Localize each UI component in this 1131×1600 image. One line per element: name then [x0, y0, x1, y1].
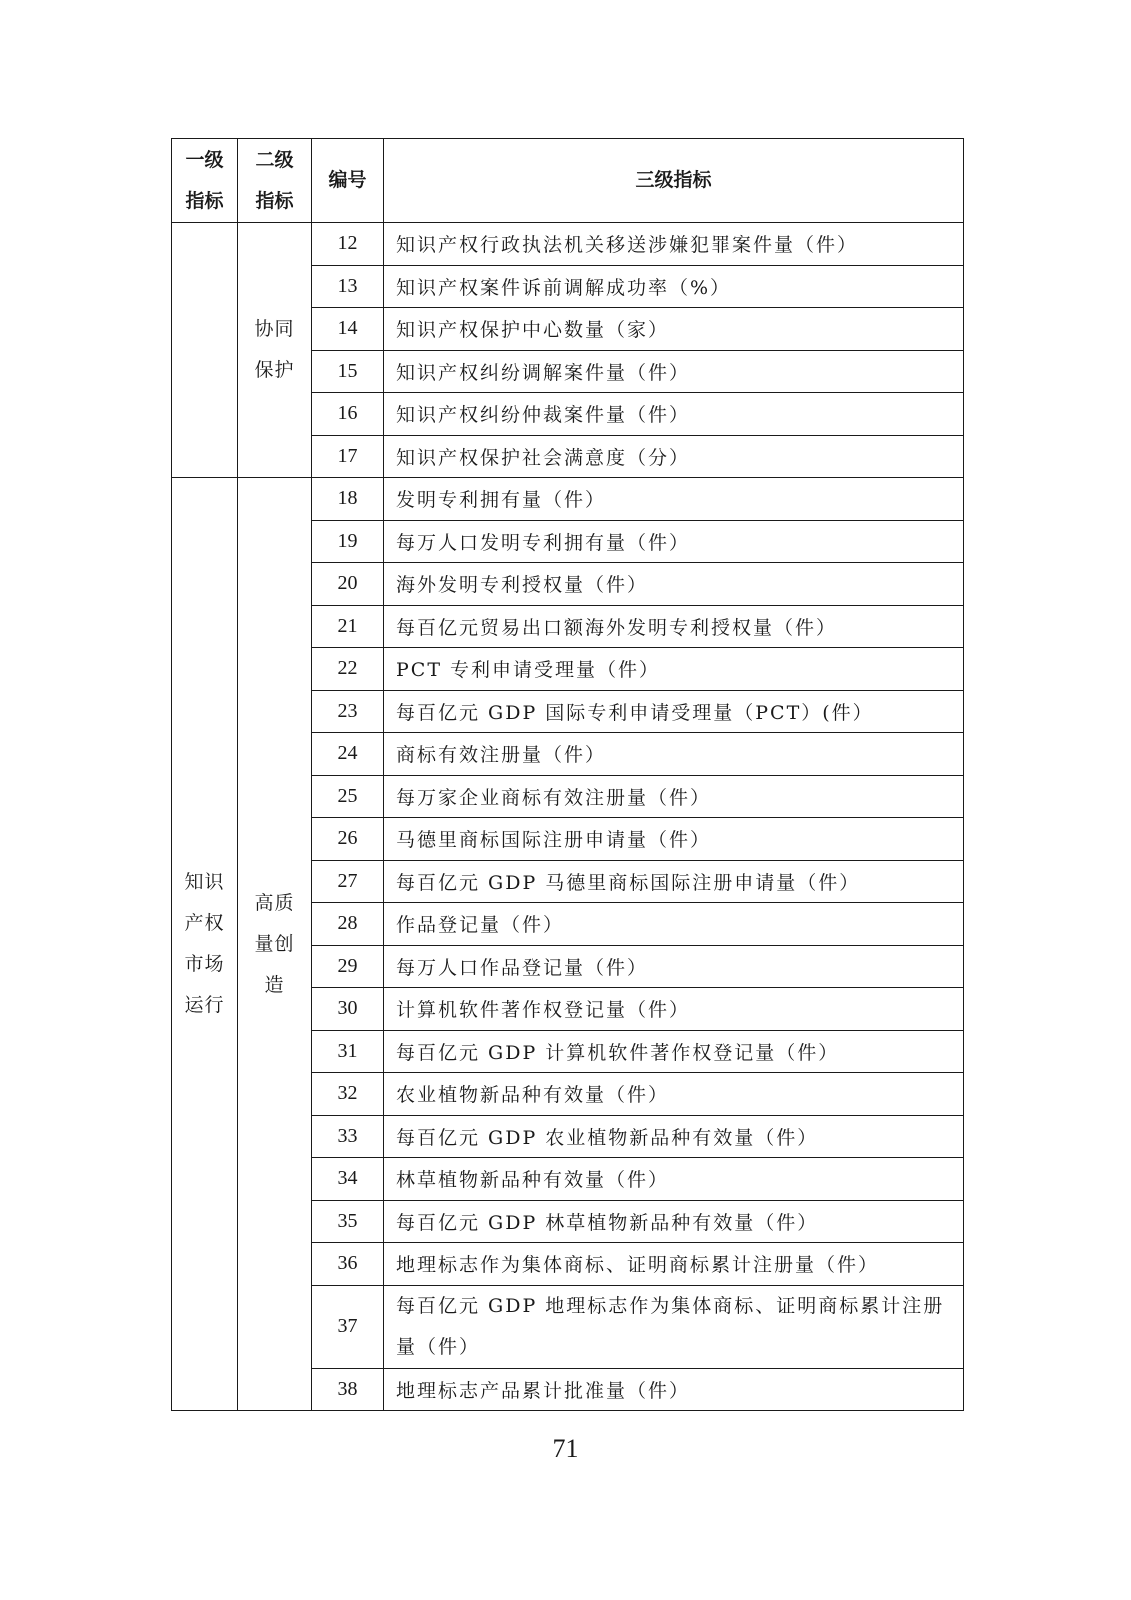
row-number: 16	[312, 393, 384, 436]
row-indicator: 知识产权纠纷仲裁案件量（件）	[384, 393, 964, 436]
row-indicator: 农业植物新品种有效量（件）	[384, 1073, 964, 1116]
row-number: 21	[312, 605, 384, 648]
row-indicator: 每万家企业商标有效注册量（件）	[384, 775, 964, 818]
row-number: 29	[312, 945, 384, 988]
row-indicator: 每百亿元 GDP 马德里商标国际注册申请量（件）	[384, 860, 964, 903]
row-number: 38	[312, 1368, 384, 1411]
level2-label-line: 量创	[254, 932, 295, 955]
row-indicator: 商标有效注册量（件）	[384, 733, 964, 776]
row-indicator: 每百亿元 GDP 农业植物新品种有效量（件）	[384, 1115, 964, 1158]
row-number: 30	[312, 988, 384, 1031]
row-indicator: 每百亿元 GDP 计算机软件著作权登记量（件）	[384, 1030, 964, 1073]
row-indicator: 每百亿元 GDP 国际专利申请受理量（PCT）(件）	[384, 690, 964, 733]
level2-label-line: 高质	[254, 891, 295, 914]
row-indicator: 每万人口作品登记量（件）	[384, 945, 964, 988]
level1-label-line: 运行	[184, 994, 225, 1016]
level1-label-line: 产权	[184, 912, 225, 934]
page-number: 71	[552, 1434, 579, 1463]
row-number: 23	[312, 690, 384, 733]
header-level1-line: 一级	[185, 148, 224, 171]
row-number: 13	[312, 265, 384, 308]
row-indicator: 每百亿元 GDP 地理标志作为集体商标、证明商标累计注册量（件）	[384, 1285, 964, 1368]
row-number: 17	[312, 435, 384, 478]
level1-cell-empty	[172, 223, 238, 478]
table-row	[172, 478, 964, 521]
row-indicator: 地理标志作为集体商标、证明商标累计注册量（件）	[384, 1243, 964, 1286]
level2-label-line: 造	[264, 973, 285, 996]
row-number: 24	[312, 733, 384, 776]
header-level2-line: 指标	[255, 189, 294, 212]
row-number: 15	[312, 350, 384, 393]
row-number: 32	[312, 1073, 384, 1116]
level2-label-line: 保护	[254, 359, 295, 381]
row-indicator: 知识产权行政执法机关移送涉嫌犯罪案件量（件）	[384, 223, 964, 266]
row-number: 35	[312, 1200, 384, 1243]
header-level2-line: 二级	[255, 148, 294, 171]
row-number: 36	[312, 1243, 384, 1286]
row-number: 20	[312, 563, 384, 606]
row-indicator: 知识产权纠纷调解案件量（件）	[384, 350, 964, 393]
indicator-table	[171, 138, 964, 1411]
row-number: 14	[312, 308, 384, 351]
row-indicator: 计算机软件著作权登记量（件）	[384, 988, 964, 1031]
row-number: 33	[312, 1115, 384, 1158]
row-number: 18	[312, 478, 384, 521]
row-number: 25	[312, 775, 384, 818]
row-indicator: 知识产权保护社会满意度（分）	[384, 435, 964, 478]
row-indicator: 林草植物新品种有效量（件）	[384, 1158, 964, 1201]
row-indicator: 每万人口发明专利拥有量（件）	[384, 520, 964, 563]
row-indicator: 每百亿元贸易出口额海外发明专利授权量（件）	[384, 605, 964, 648]
row-number: 37	[312, 1285, 384, 1368]
level2-cell-quality	[238, 478, 312, 1411]
row-number: 34	[312, 1158, 384, 1201]
row-number: 31	[312, 1030, 384, 1073]
header-level1	[172, 139, 238, 223]
row-indicator: 知识产权案件诉前调解成功率（%）	[384, 265, 964, 308]
row-indicator: 作品登记量（件）	[384, 903, 964, 946]
header-level1-line: 指标	[185, 189, 224, 212]
row-indicator: 发明专利拥有量（件）	[384, 478, 964, 521]
row-number: 27	[312, 860, 384, 903]
row-number: 28	[312, 903, 384, 946]
level1-label-line: 知识	[184, 871, 225, 893]
level2-label-line: 协同	[254, 318, 295, 340]
header-level2	[238, 139, 312, 223]
row-indicator: 海外发明专利授权量（件）	[384, 563, 964, 606]
level2-cell-collab	[238, 223, 312, 478]
row-number: 22	[312, 648, 384, 691]
row-number: 12	[312, 223, 384, 266]
header-level3: 三级指标	[384, 139, 964, 223]
header-number: 编号	[312, 139, 384, 223]
row-indicator: 马德里商标国际注册申请量（件）	[384, 818, 964, 861]
level1-cell-market	[172, 478, 238, 1411]
row-indicator: 每百亿元 GDP 林草植物新品种有效量（件）	[384, 1200, 964, 1243]
table-row	[172, 223, 964, 266]
table-header-row	[172, 139, 964, 223]
level1-label-line: 市场	[184, 953, 225, 975]
row-number: 26	[312, 818, 384, 861]
row-number: 19	[312, 520, 384, 563]
row-indicator: 地理标志产品累计批准量（件）	[384, 1368, 964, 1411]
row-indicator: 知识产权保护中心数量（家）	[384, 308, 964, 351]
row-indicator: PCT 专利申请受理量（件）	[384, 648, 964, 691]
